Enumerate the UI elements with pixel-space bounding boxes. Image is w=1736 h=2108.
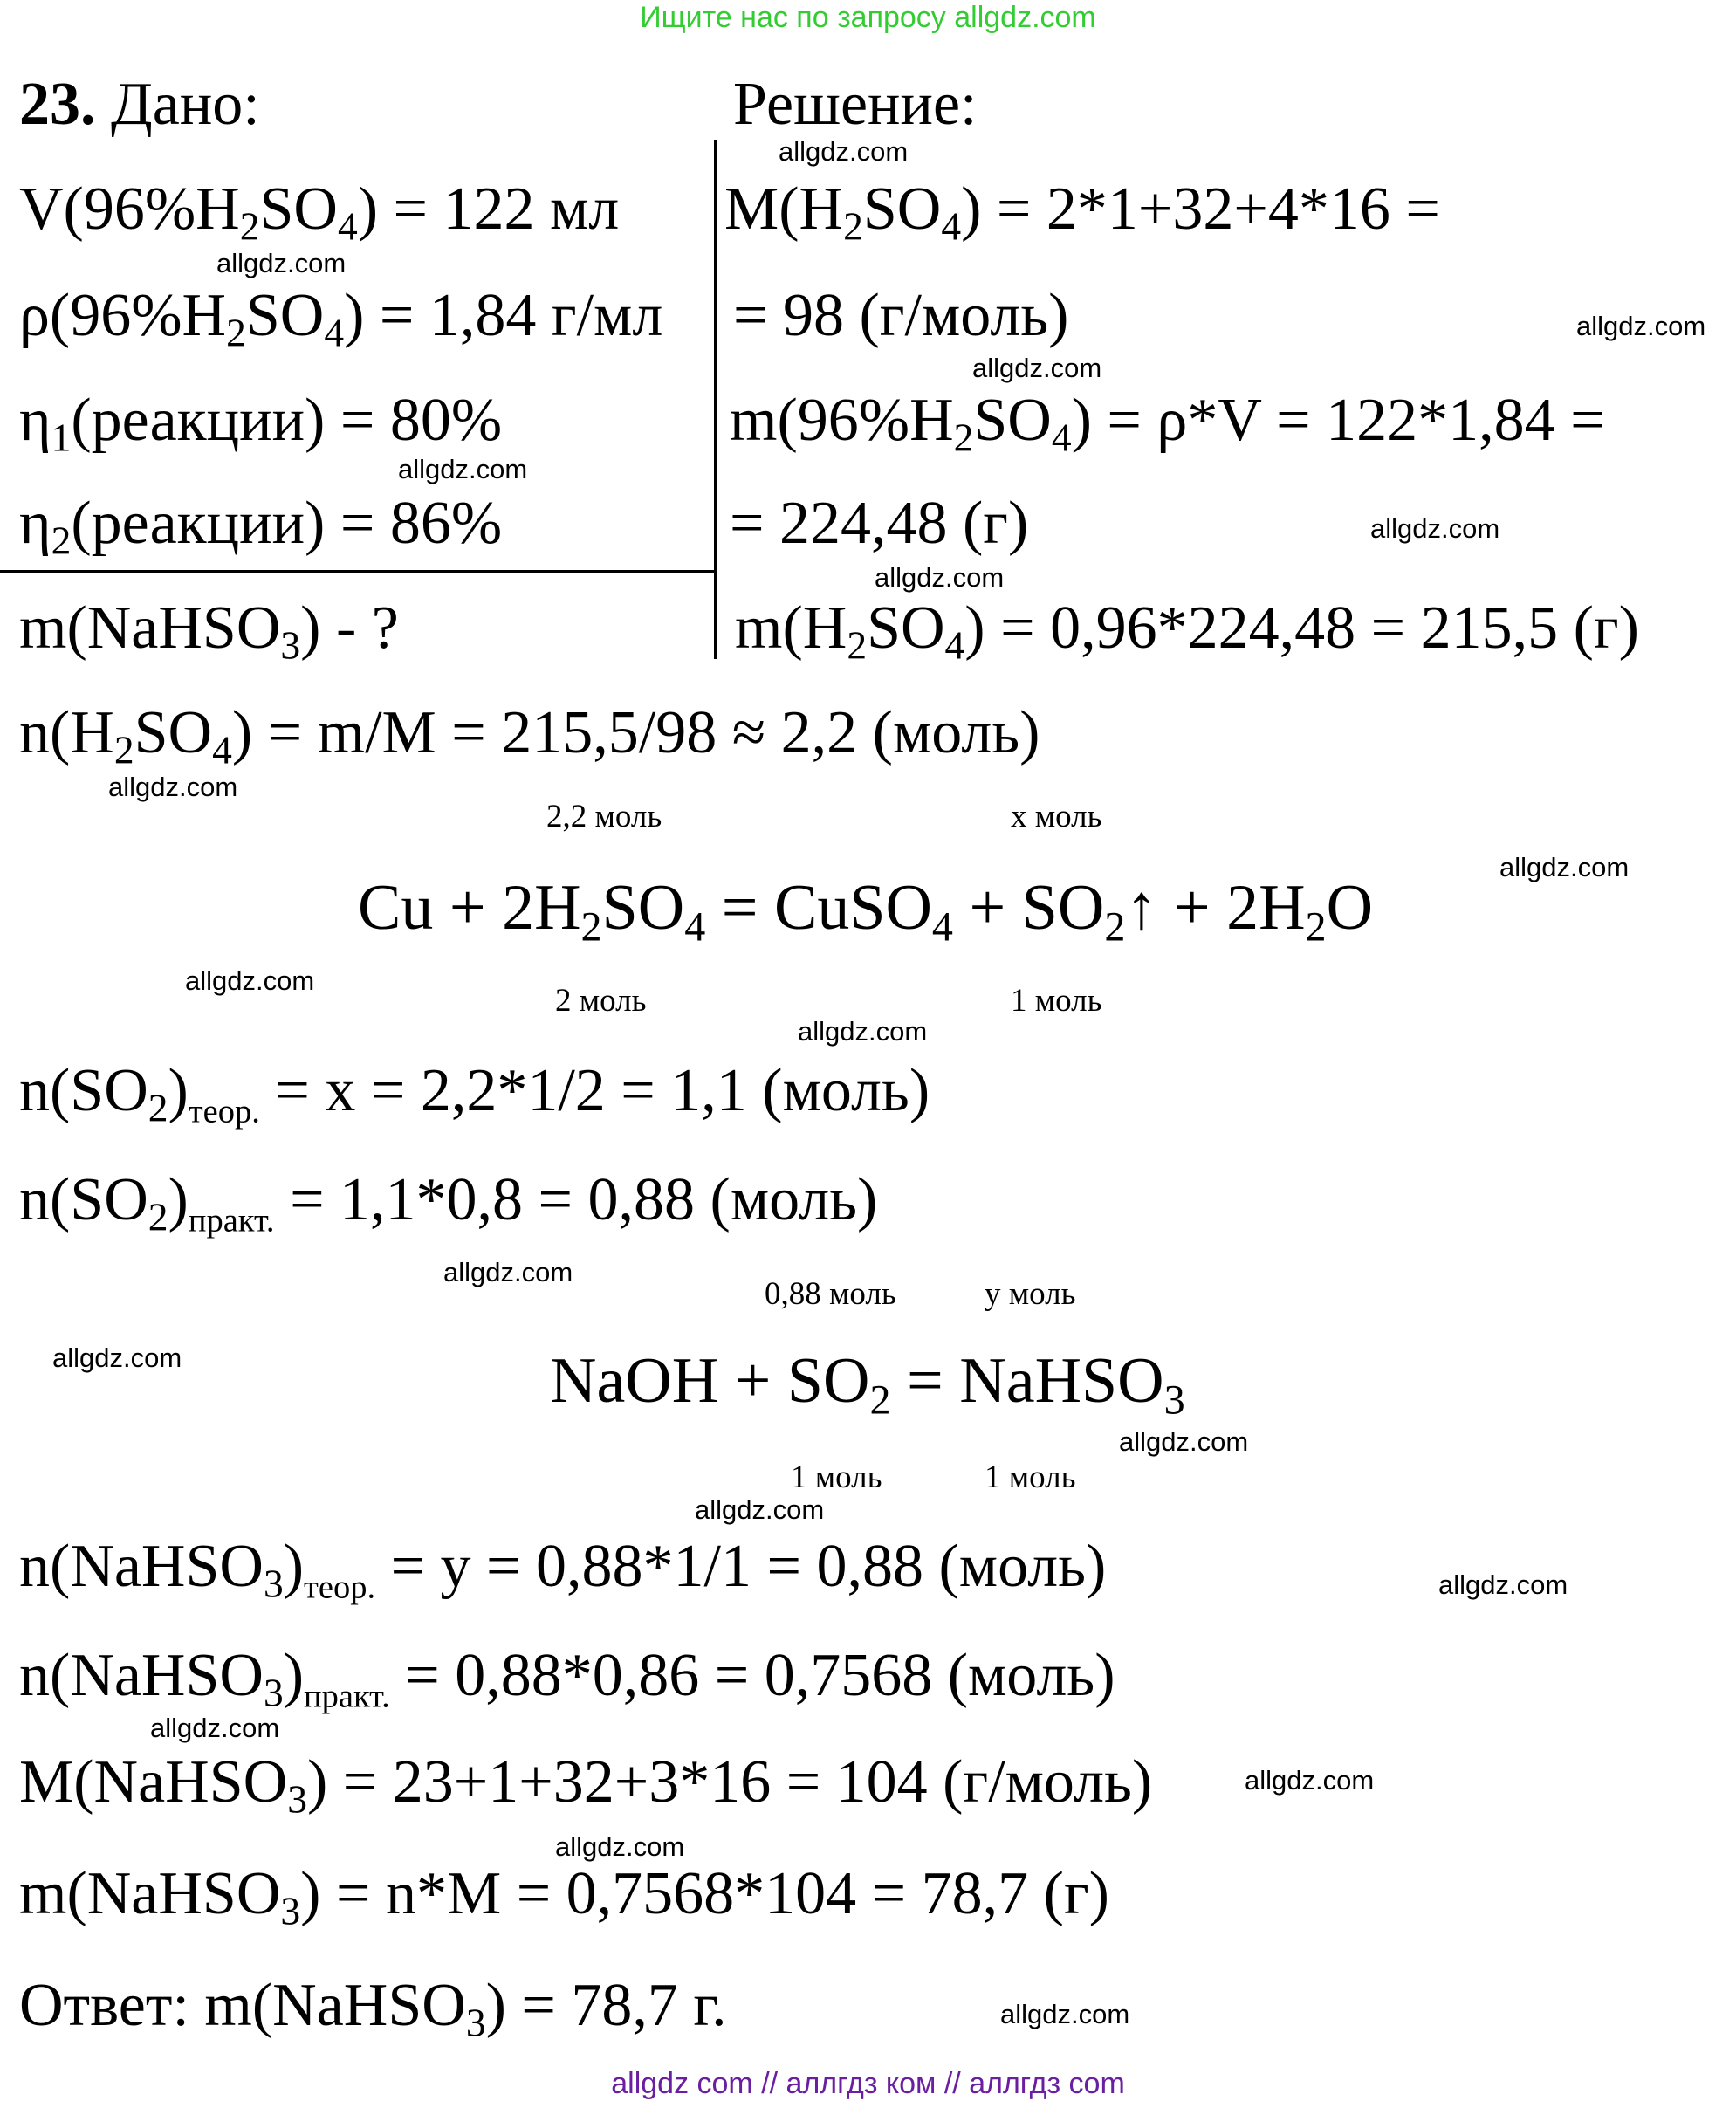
watermark: allgdz.com: [779, 136, 909, 167]
given-yield-1: $\eta_1(реакции) = 80\%$: [19, 387, 503, 460]
mass-solution-result: = 224,48 (г): [730, 490, 1029, 557]
solution-label: Решение:: [733, 71, 978, 138]
problem-number: 23.: [19, 71, 96, 138]
r2-below-right: 1 моль: [985, 1459, 1076, 1495]
watermark: allgdz.com: [150, 1713, 280, 1743]
r2-above-left: 0,88 моль: [765, 1276, 896, 1312]
watermark: allgdz.com: [798, 1016, 928, 1047]
top-banner: Ищите нас по запросу allgdz.com: [640, 1, 1096, 34]
moles-salt-theoretical: $n(NaHSO_3)_{теор.} = y = 0,88*1/1 = 0,88$ (моль): [19, 1533, 1107, 1606]
given-density: $\rho(96\%H_2SO_4) = 1,84$ г/мл: [19, 282, 663, 355]
mass-solution: $m(96\%H_2SO_4) = \rho*V = 122*1,84$ =: [730, 387, 1605, 460]
watermark: allgdz.com: [1119, 1426, 1249, 1457]
molar-mass-acid: $M(H_2SO_4) = 2*1+32+4*16$ =: [724, 175, 1440, 249]
r1-below-left: 2 моль: [555, 983, 647, 1019]
moles-so2-theoretical: $n(SO_2)_{теор.} = x = 2,2*1/2 = 1,1$ (моль): [19, 1057, 930, 1130]
r1-above-left: 2,2 моль: [546, 799, 662, 834]
problem-header: [19, 70, 260, 140]
watermark: allgdz.com: [1576, 311, 1706, 341]
vertical-divider: [714, 140, 717, 659]
watermark: allgdz.com: [52, 1342, 182, 1373]
watermark: allgdz.com: [1245, 1765, 1375, 1796]
find-target: m(NaHSO$_3$) - ?: [19, 594, 399, 668]
watermark: allgdz.com: [185, 965, 315, 996]
watermark: allgdz.com: [398, 454, 528, 484]
answer: Ответ: m(NaHSO$_3$) = 78,7 г.: [19, 1972, 727, 2045]
given-yield-2: $\eta_2(реакции) = 86\%$: [19, 490, 503, 563]
molar-mass-salt: M(NaHSO$_3$) = 23+1+32+3*16 = 104 (г/моль): [19, 1748, 1153, 1822]
watermark: allgdz.com: [443, 1257, 573, 1287]
mass-acid: $m(H_2SO_4) = 0,96*224,48 = 215,5$ (г): [735, 594, 1639, 668]
watermark: allgdz.com: [1438, 1569, 1568, 1600]
watermark: allgdz.com: [1000, 1999, 1130, 2029]
watermark: allgdz.com: [216, 248, 347, 278]
watermark: allgdz.com: [972, 353, 1102, 383]
mass-salt: m(NaHSO$_3$) = n*M = 0,7568*104 = 78,7 (г): [19, 1860, 1109, 1933]
r1-below-right: 1 моль: [1011, 983, 1102, 1019]
watermark: allgdz.com: [555, 1831, 685, 1862]
watermark: allgdz.com: [108, 772, 238, 802]
given-label: Дано:: [111, 71, 260, 138]
moles-salt-practical: $n(NaHSO_3)_{практ.} = 0,88*0,86 = 0,7568$ (моль): [19, 1642, 1115, 1715]
bottom-banner: allgdz com // аллгдз ком // аллгдз com: [611, 2067, 1125, 2100]
horizontal-divider: [0, 570, 714, 573]
molar-mass-acid-result: = 98 (г/моль): [733, 282, 1069, 349]
watermark: allgdz.com: [875, 562, 1005, 593]
moles-so2-practical: $n(SO_2)_{практ.} = 1,1*0,8 = 0,88$ (моль): [19, 1166, 878, 1239]
r2-above-right: y моль: [985, 1276, 1076, 1312]
moles-acid: $n(H_2SO_4) = m/M = 215,5/98 \approx 2,2$ (моль): [19, 699, 1040, 772]
watermark: allgdz.com: [695, 1494, 825, 1525]
r1-above-right: x моль: [1011, 799, 1102, 834]
given-volume: $V(96\%H_2SO_4) = 122$ мл: [19, 175, 620, 249]
reaction-2: NaOH + $SO_2$ = NaHSO$_3$: [550, 1345, 1185, 1424]
watermark: allgdz.com: [1499, 852, 1630, 882]
reaction-1: $Cu + 2H_2SO_4$ = CuSO$_4$ + $SO_2↑ + 2H_2O$: [358, 872, 1374, 951]
watermark: allgdz.com: [1370, 513, 1500, 544]
r2-below-left: 1 моль: [791, 1459, 882, 1495]
